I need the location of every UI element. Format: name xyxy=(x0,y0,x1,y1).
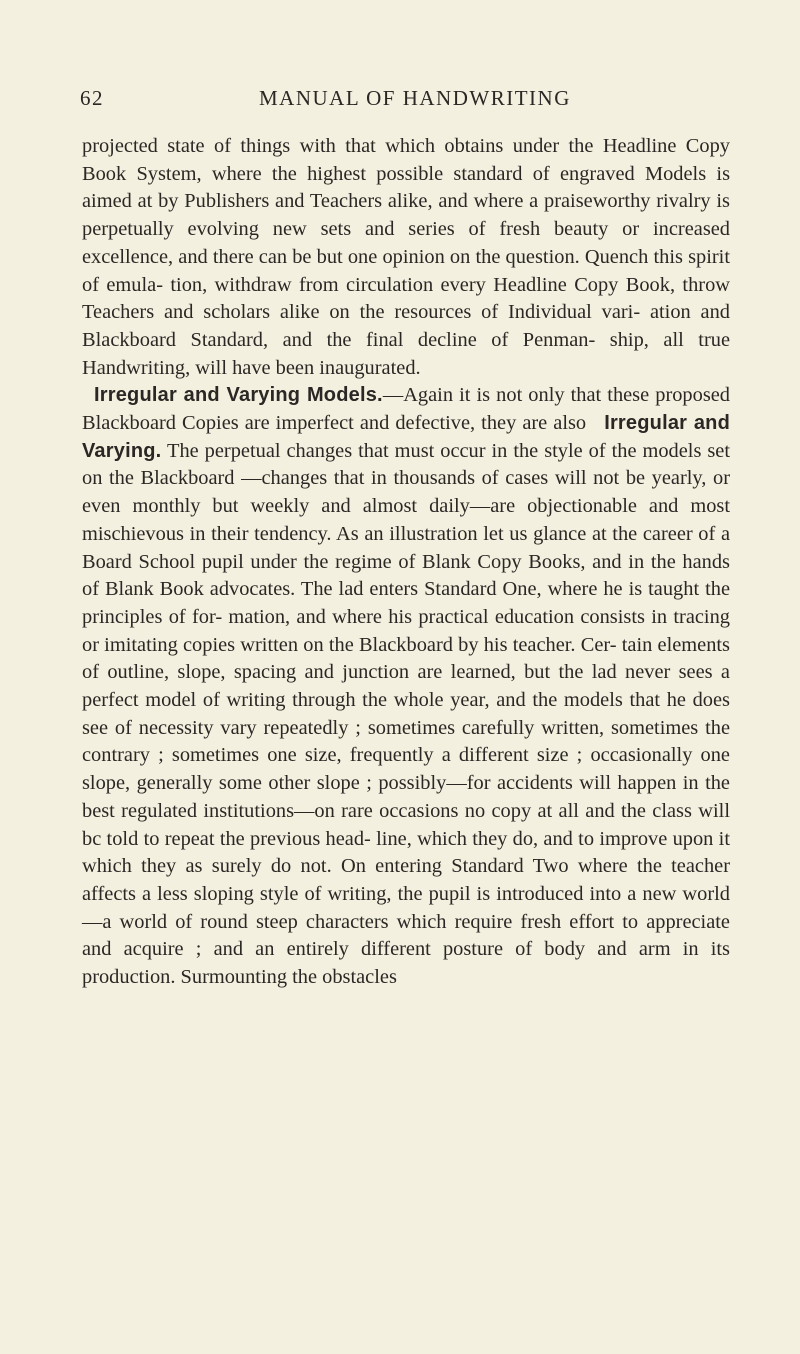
paragraph-1: projected state of things with that which obtains under the Headline Copy Book System, where the highest possible standard of engraved Models is aimed at by Publishers and Teachers alike, and where a praiseworthy rivalry is perpetually evolving new sets and series of fresh beauty or increased excellence, and there can be but one opinion on the question. Quench this spirit of emula- tion, withdraw from circulation every Headline Copy Book, throw Teachers and scholars alike on the resources of Individual vari- ation and Blackboard Standard, and the final decline of Penman- ship, all true Handwriting, will have been inaugurated. xyxy=(82,135,730,379)
paragraph-2-text-a: —Again it is not only that these proposed Blackboard Copies are imperfect and defective, they are also xyxy=(82,384,730,435)
page-number: 62 xyxy=(80,86,104,110)
paragraph-2 xyxy=(82,382,730,991)
section-heading-irregular-varying-models: Irregular and Varying Models. xyxy=(94,384,383,407)
running-head xyxy=(80,86,730,116)
emphasis-irregular-varying: Irregular and Varying. xyxy=(82,412,730,462)
body-text xyxy=(82,133,730,992)
paragraph-2-text-b: The perpetual changes that must occur in the style of the models set on the Blackboard —changes that in thousands of cases will not be yearly, or even monthly but weekly and almost daily—are objectionable and most mischievous in their tendency. As an illustration let us glance at the career of a Board School pupil under the regime of Blank Copy Books, and in the hands of Blank Book advocates. The lad enters Standard One, where he is taught the principles of for- mation, and where his practical education consists in tracing or imitating copies written on the Blackboard by his teacher. Cer- tain elements of outline, slope, spacing and junction are learned, but the lad never sees a perfect model of writing through the whole year, and the models that he does see of necessity vary repeatedly ; sometimes carefully written, sometimes the contrary ; sometimes one size, frequently a different size ; occasionally one slope, generally some other slope ; possibly—for accidents will happen in the best regulated institutions—on rare occasions no copy at all and the class will bc told to repeat the previous head- line, which they do, and to improve upon it which they as surely do not. On entering Standard Two where the teacher affects a less sloping style of writing, the pupil is introduced into a new world—a world of round steep characters which require fresh effort to appreciate and acquire ; and an entirely different posture of body and arm in its production. Surmounting the obstacles xyxy=(82,439,730,989)
running-head-title: MANUAL OF HANDWRITING xyxy=(259,86,571,110)
